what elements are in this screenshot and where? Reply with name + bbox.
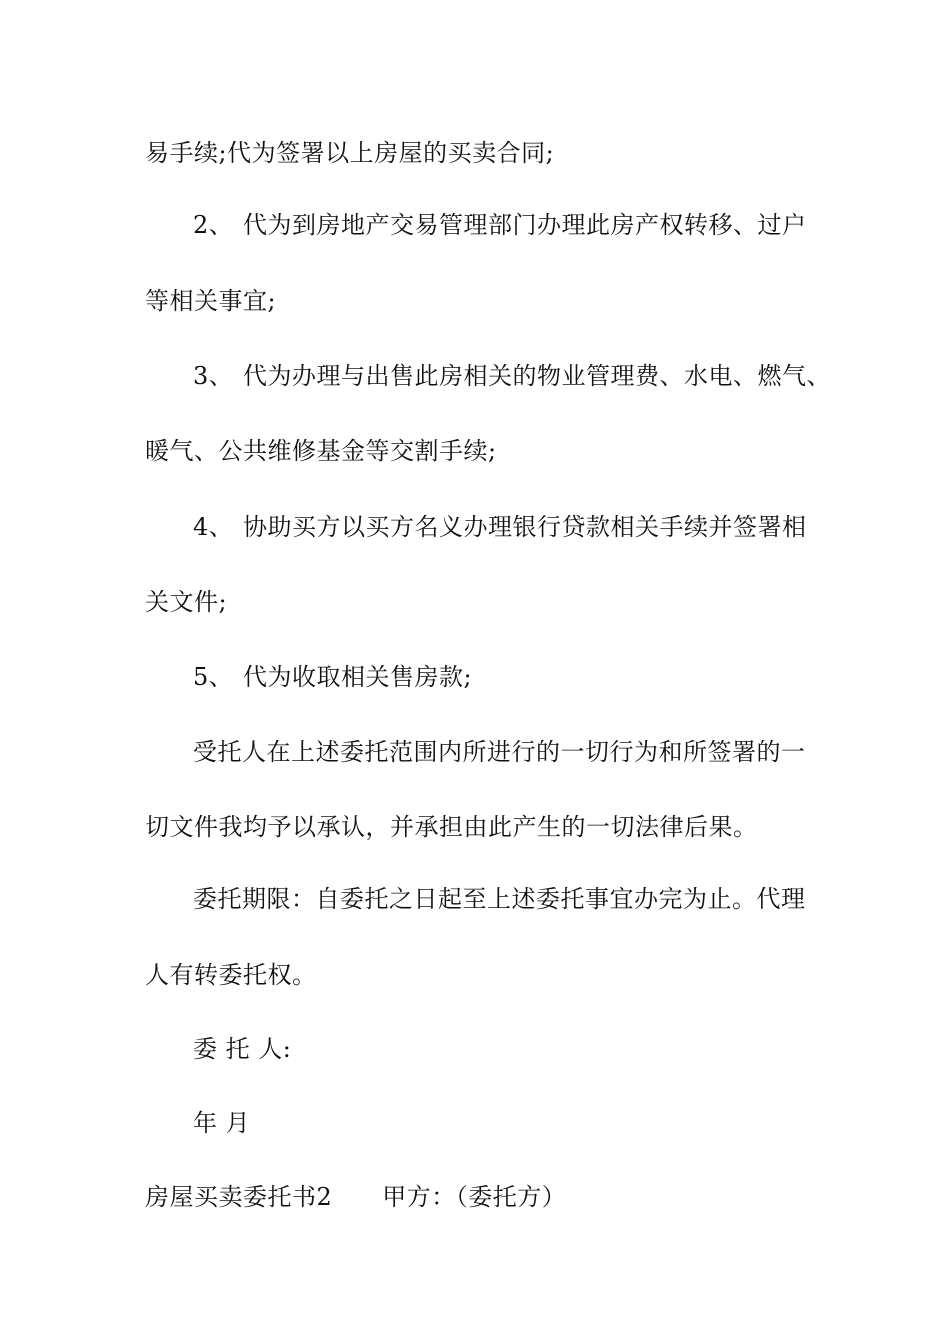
text-line: 受托人在上述委托范围内所进行的一切行为和所签署的一 (193, 738, 806, 766)
text-line: 切文件我均予以承认，并承担由此产生的一切法律后果。 (145, 813, 758, 841)
list-item-2 (193, 210, 807, 240)
list-text: 代为办理与出售此房相关的物业管理费、水电、燃气、 (243, 362, 831, 390)
text-line: 关文件; (145, 588, 228, 616)
list-number: 3、 (193, 362, 234, 390)
date-label: 年 月 (193, 1109, 251, 1137)
text-line: 易手续;代为签署以上房屋的买卖合同; (145, 139, 555, 167)
text-line: 人有转委托权。 (145, 961, 317, 989)
section-heading (145, 1182, 566, 1212)
signature-label: 委 托 人: (193, 1035, 292, 1063)
text-line: 委托期限：自委托之日起至上述委托事宜办完为止。代理 (193, 885, 806, 913)
list-text: 代为到房地产交易管理部门办理此房产权转移、过户 (243, 211, 807, 239)
list-item-3 (193, 361, 831, 391)
text-line: 等相关事宜; (145, 287, 277, 315)
section-title: 房屋买卖委托书2 (145, 1183, 333, 1211)
list-item-4 (193, 512, 807, 542)
list-text: 协助买方以买方名义办理银行贷款相关手续并签署相 (243, 513, 807, 541)
list-text: 代为收取相关售房款; (243, 663, 473, 691)
list-number: 4、 (193, 513, 234, 541)
party-label: 甲方：（委托方） (382, 1183, 567, 1211)
text-line: 暖气、公共维修基金等交割手续; (145, 437, 497, 465)
list-item-5 (193, 662, 472, 692)
list-number: 5、 (193, 663, 234, 691)
list-number: 2、 (193, 211, 234, 239)
